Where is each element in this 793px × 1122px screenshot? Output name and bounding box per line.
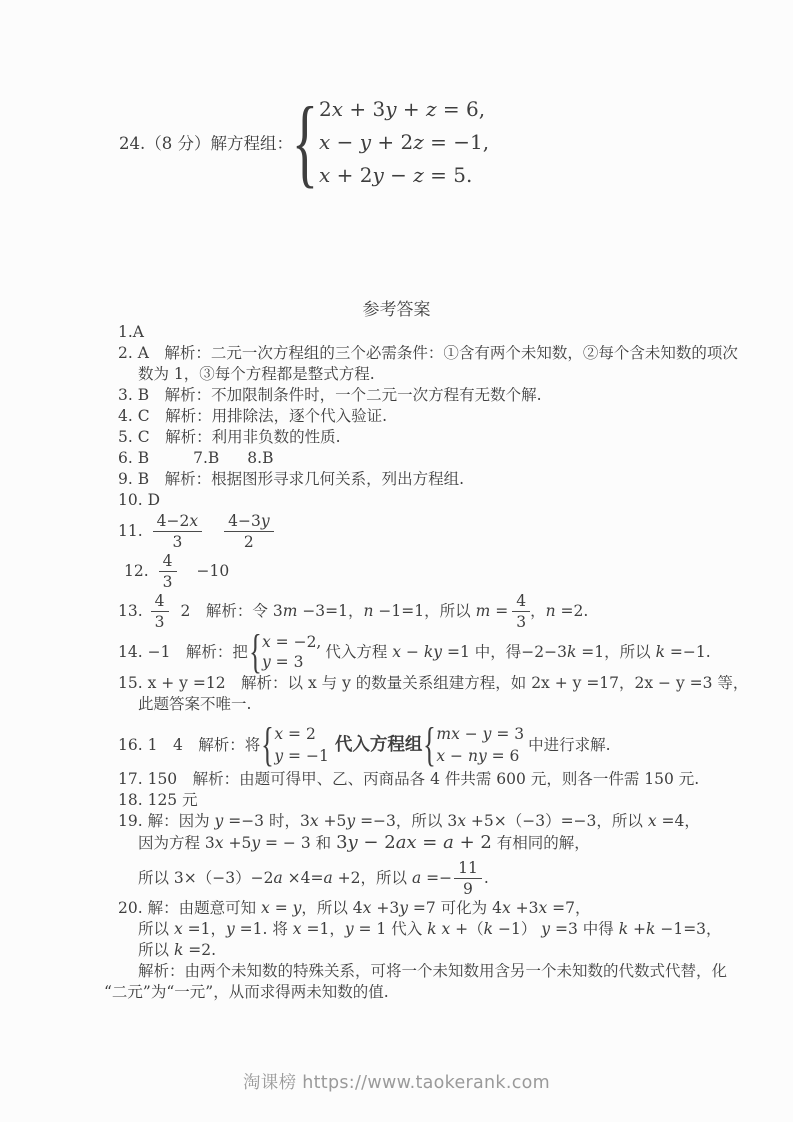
answer-17: 17. 150 解析：由题可得甲、乙、丙商品各 4 件共需 600 元，则各一件需 150 元. <box>118 770 700 788</box>
fraction-numerator: 4−3y <box>224 512 273 532</box>
answer-2-line-2: 数为 1，③每个方程都是整式方程. <box>138 365 375 383</box>
answer-13 <box>118 591 718 631</box>
answer-9: 9. B 解析：根据图形寻求几何关系，列出方程组. <box>118 470 465 488</box>
answers-6-7-8 <box>118 448 718 469</box>
fraction-numerator: 4−2x <box>153 512 202 532</box>
answer-19-line-3 <box>138 858 718 898</box>
answer-15-line-2: 此题答案不唯一. <box>138 695 252 713</box>
answer-7: 7.B <box>193 449 220 467</box>
explanation-text: 中进行求解. <box>528 735 611 754</box>
answer-20-line-4: 解析：由两个未知数的特殊关系，可将一个未知数用含另一个未知数的代数式代替，化 <box>138 962 728 980</box>
fraction-numerator: 4 <box>512 592 530 612</box>
equation-line: x + 2y − z = 5. <box>318 162 473 187</box>
fraction-denominator: 3 <box>172 532 183 551</box>
fraction-numerator: 11 <box>454 859 482 879</box>
answer-key-title: 参考答案 <box>362 300 431 320</box>
equation-system-3 <box>291 86 490 197</box>
answer-10: 10. D <box>118 491 161 509</box>
fraction <box>224 512 273 551</box>
answer-8: 8.B <box>247 449 274 467</box>
answer-20-line-1: 20. 解：由题意可知 x = y，所以 4x +3y =7 可化为 4x +3x =7， <box>118 899 591 917</box>
explanation-text: . <box>483 868 489 887</box>
answer-15-line-1: 15. x + y =12 解析：以 x 与 y 的数量关系组建方程，如 2x + y =17，2x − y =3 等， <box>118 674 749 692</box>
fraction-denominator: 2 <box>243 532 254 551</box>
fraction <box>151 592 169 631</box>
equation-system-2 <box>249 625 322 678</box>
fraction-denominator: 9 <box>463 879 473 898</box>
equation-line: x = 2 <box>274 725 316 743</box>
answer-16 <box>118 718 718 771</box>
fraction-denominator: 3 <box>154 612 165 631</box>
equation-list <box>319 93 489 192</box>
equation-line: x − ny = 6 <box>436 747 520 765</box>
answer-4: 4. C 解析：用排除法，逐个代入验证. <box>118 407 388 425</box>
answer-5: 5. C 解析：利用非负数的性质. <box>118 428 341 446</box>
equation-line: y = 3 <box>261 653 304 671</box>
answer-number: 12. <box>124 561 149 580</box>
answer-19-line-1: 19. 解：因为 y =−3 时，3x +5y =−3，所以 3x +5×（−3）=−3，所以 x =4， <box>118 812 700 830</box>
answer-2-line-1: 2. A 解析：二元一次方程组的三个必需条件：①含有两个未知数，②每个含未知数的项次 <box>118 344 738 362</box>
answer-number: 11. <box>118 521 143 540</box>
fraction-numerator: 4 <box>159 552 177 572</box>
answer-number: 13. <box>118 601 143 620</box>
equation-system-2 <box>423 718 525 771</box>
fraction-denominator: 3 <box>162 572 173 591</box>
left-brace: { <box>291 86 319 197</box>
question-24 <box>119 86 490 197</box>
equation-line: y = −1 <box>274 747 329 765</box>
fraction <box>454 859 482 898</box>
left-brace: { <box>249 625 262 678</box>
fraction-numerator: 4 <box>151 592 169 612</box>
answer-20-line-5: “二元”为“一元”，从而求得两未知数的值. <box>104 983 389 1001</box>
equation-system-2 <box>261 718 329 771</box>
explanation-text: 因为方程 3x +5y = − 3 和 <box>138 834 337 852</box>
fraction <box>153 512 202 551</box>
site-watermark: 淘课榜 https://www.taokerank.com <box>242 1073 551 1093</box>
question-24-label: 24.（8 分）解方程组： <box>119 134 293 153</box>
answer-14 <box>118 625 718 678</box>
fraction <box>512 592 530 631</box>
explanation-text: 2 解析：令 3m −3=1，n −1=1，所以 m = <box>180 601 509 620</box>
explanation-text: 代入方程 x − ky =1 中，得−2−3k =1，所以 k =−1. <box>325 642 711 661</box>
answer-6: 6. B <box>118 449 150 467</box>
answer-20-line-2: 所以 x =1，y =1. 将 x =1，y = 1 代入 k x +（k −1） y =3 中得 k +k −1=3， <box>138 920 722 938</box>
explanation-text: 16. 1 4 解析：将 <box>118 735 261 754</box>
equation-line: x − y + 2z = −1, <box>318 129 490 154</box>
fraction <box>159 552 177 591</box>
left-brace: { <box>423 718 437 771</box>
answer-key-body <box>104 322 749 1003</box>
equation-line: 2x + 3y + z = 6, <box>318 96 486 121</box>
answer-1: 1.A <box>118 323 144 341</box>
equation-list <box>262 632 321 672</box>
answer-3: 3. B 解析：不加限制条件时，一个二元一次方程有无数个解. <box>118 386 542 404</box>
equation-line: mx − y = 3 <box>436 725 525 743</box>
answer-20-line-3: 所以 k =2. <box>138 941 217 959</box>
answer-19-line-2 <box>138 832 718 854</box>
equation-list <box>274 723 328 767</box>
equation-line: x = −2, <box>261 633 322 651</box>
left-brace: { <box>261 718 275 771</box>
equation-list <box>436 723 524 767</box>
answer-value: −10 <box>196 561 230 580</box>
fraction-denominator: 3 <box>516 612 527 631</box>
explanation-text: ，n =2. <box>530 601 589 620</box>
equation-inline: 3y − 2ax = a + 2 <box>336 832 492 853</box>
answer-18: 18. 125 元 <box>118 791 198 809</box>
explanation-text: 所以 3×（−3）−2a ×4=a +2，所以 a =− <box>138 868 453 887</box>
bold-phrase: 代入方程组 <box>334 734 423 755</box>
answer-11 <box>118 511 718 551</box>
explanation-text: 有相同的解， <box>491 834 590 852</box>
explanation-text: 14. −1 解析：把 <box>118 642 248 661</box>
answer-12 <box>124 551 718 591</box>
